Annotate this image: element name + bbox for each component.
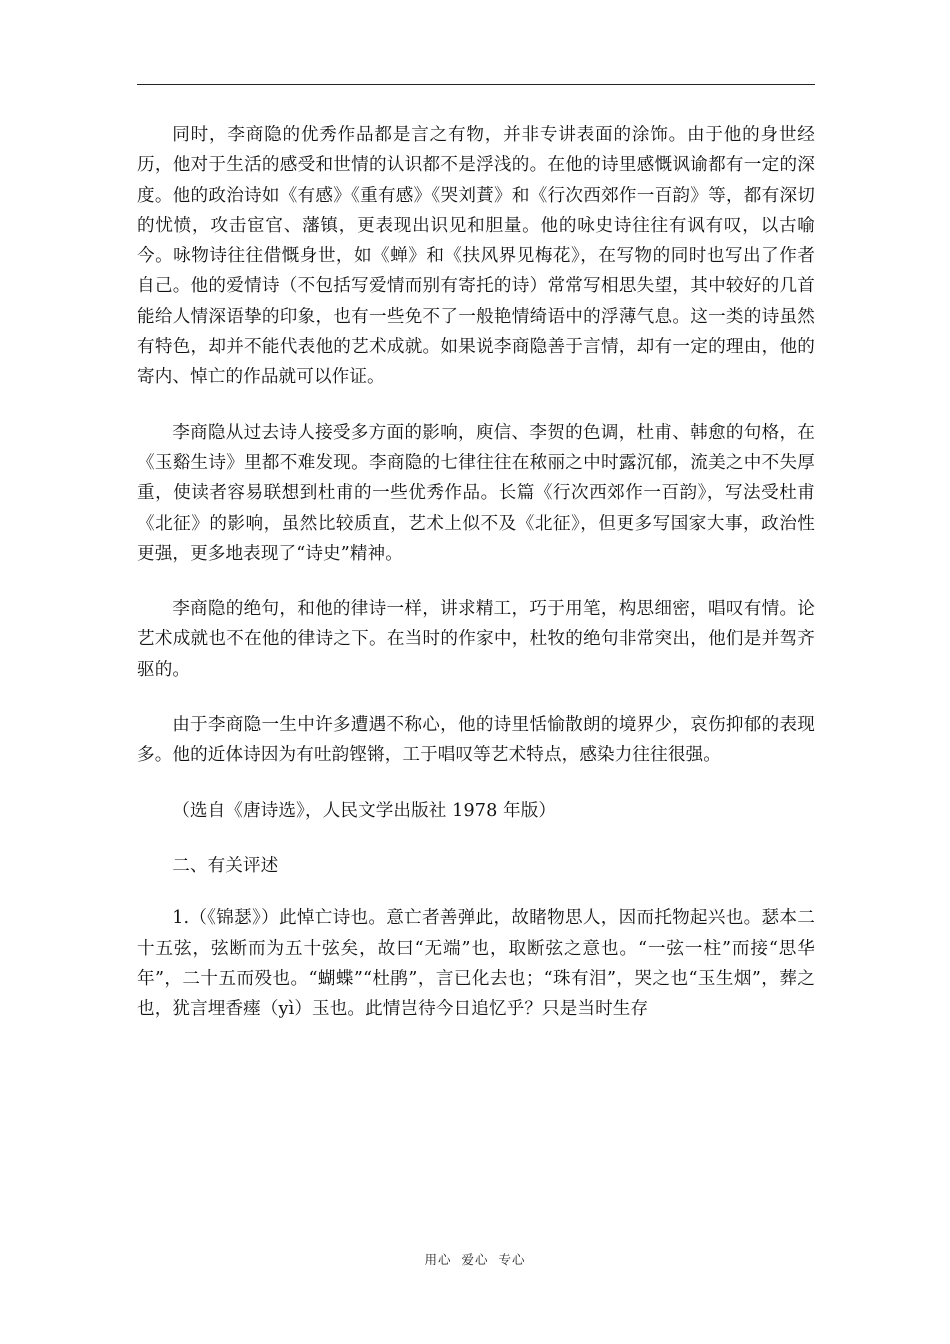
page-footer: 用心 爱心 专心 bbox=[424, 1252, 526, 1267]
paragraph-1: 同时，李商隐的优秀作品都是言之有物，并非专讲表面的涂饰。由于他的身世经历，他对于生活的感受和世情的认识都不是浮浅的。在他的诗里感慨讽谕都有一定的深度。他的政治诗如《有感》《重有感》《哭刘蕡》和《行次西郊作一百韵》等，都有深切的忧愤，攻击宦官、藩镇，更表现出识见和胆量。他的咏史诗往往有讽有叹，以古喻今。咏物诗往往借慨身世，如《蝉》和《扶风界见梅花》，在写物的同时也写出了作者自己。他的爱情诗（不包括写爱情而别有寄托的诗）常常写相思失望，其中较好的几首能给人情深语挚的印象，也有一些免不了一般艳情绮语中的浮薄气息。这一类的诗虽然有特色，却并不能代表他的艺术成就。如果说李商隐善于言情，却有一定的理由，他的寄内、悼亡的作品就可以作证。 bbox=[137, 125, 815, 388]
paragraph-4: 由于李商隐一生中许多遭遇不称心，他的诗里恬愉散朗的境界少，哀伤抑郁的表现多。他的近体诗因为有吐韵铿锵，工于唱叹等艺术特点，感染力往往很强。 bbox=[137, 715, 815, 766]
paragraph-3: 李商隐的绝句，和他的律诗一样，讲求精工，巧于用笔，构思细密，唱叹有情。论艺术成就也不在他的律诗之下。在当时的作家中，杜牧的绝句非常突出，他们是并驾齐驱的。 bbox=[137, 599, 815, 680]
document-body bbox=[137, 120, 815, 1024]
header-rule bbox=[137, 84, 815, 85]
section-heading: 二、有关评述 bbox=[172, 855, 279, 876]
source-citation: （选自《唐诗选》，人民文学出版社 1978 年版） bbox=[172, 800, 557, 821]
paragraph-commentary-1: 1.（《锦瑟》）此悼亡诗也。意亡者善弹此，故睹物思人，因而托物起兴也。瑟本二十五弦，弦断而为五十弦矣，故曰“无端”也，取断弦之意也。“一弦一柱”而接“思华年”，二十五而殁也。“蝴蝶”“杜鹃”，言已化去也；“珠有泪”，哭之也“玉生烟”，葬之也，犹言埋香瘗（yì）玉也。此情岂待今日追忆乎？只是当时生存 bbox=[137, 908, 815, 1020]
paragraph-2: 李商隐从过去诗人接受多方面的影响，庾信、李贺的色调，杜甫、韩愈的句格，在《玉谿生诗》里都不难发现。李商隐的七律往往在秾丽之中时露沉郁，流美之中不失厚重，使读者容易联想到杜甫的一些优秀作品。长篇《行次西郊作一百韵》，写法受杜甫《北征》的影响，虽然比较质直，艺术上似不及《北征》，但更多写国家大事，政治性更强，更多地表现了“诗史”精神。 bbox=[137, 422, 815, 564]
